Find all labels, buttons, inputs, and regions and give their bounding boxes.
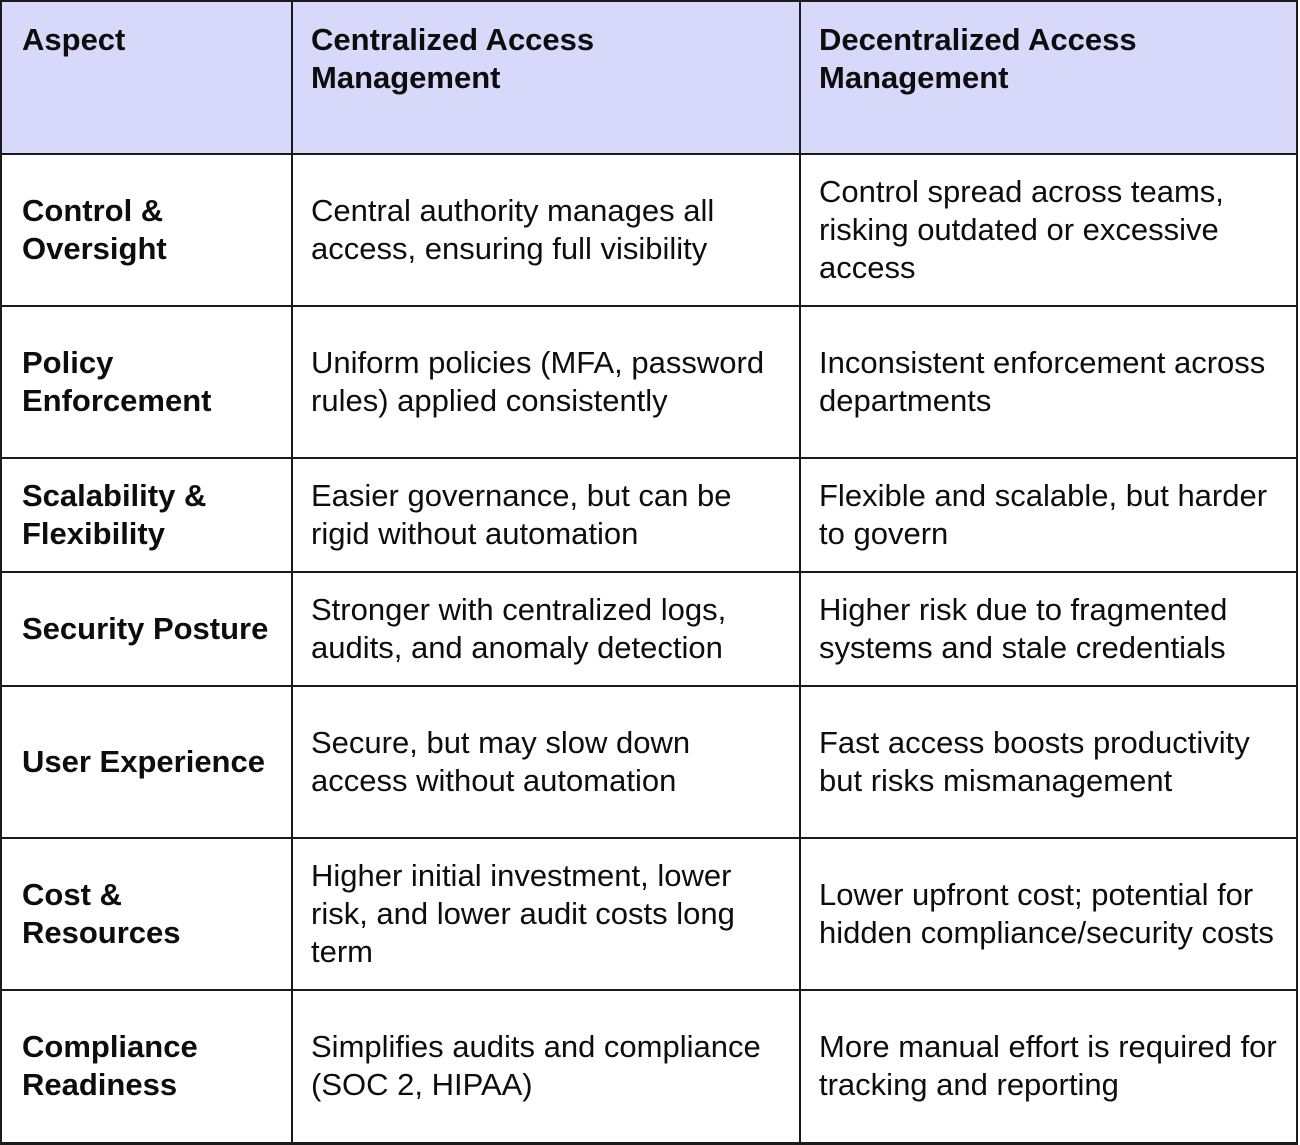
- table-row: [1, 686, 1297, 838]
- table-row: [1, 838, 1297, 990]
- aspect-cell: Scalability & Flexibility: [1, 458, 292, 572]
- header-centralized: Centralized Access Management: [292, 1, 800, 154]
- decentralized-cell: Control spread across teams, risking outdated or excessive access: [800, 154, 1297, 306]
- centralized-cell: Stronger with centralized logs, audits, and anomaly detection: [292, 572, 800, 686]
- centralized-cell: Central authority manages all access, ensuring full visibility: [292, 154, 800, 306]
- aspect-cell: Security Posture: [1, 572, 292, 686]
- centralized-cell: Simplifies audits and compliance (SOC 2, HIPAA): [292, 990, 800, 1143]
- aspect-cell: Cost & Resources: [1, 838, 292, 990]
- header-aspect: Aspect: [1, 1, 292, 154]
- table-row: [1, 458, 1297, 572]
- decentralized-cell: Inconsistent enforcement across departments: [800, 306, 1297, 458]
- decentralized-cell: Lower upfront cost; potential for hidden compliance/security costs: [800, 838, 1297, 990]
- aspect-cell: Compliance Readiness: [1, 990, 292, 1143]
- centralized-cell: Secure, but may slow down access without automation: [292, 686, 800, 838]
- aspect-cell: Control & Oversight: [1, 154, 292, 306]
- decentralized-cell: Fast access boosts productivity but risks mismanagement: [800, 686, 1297, 838]
- table-row: [1, 572, 1297, 686]
- centralized-cell: Higher initial investment, lower risk, and lower audit costs long term: [292, 838, 800, 990]
- header-decentralized: Decentralized Access Management: [800, 1, 1297, 154]
- aspect-cell: Policy Enforcement: [1, 306, 292, 458]
- aspect-cell: User Experience: [1, 686, 292, 838]
- decentralized-cell: More manual effort is required for tracking and reporting: [800, 990, 1297, 1143]
- header-row: [1, 1, 1297, 154]
- table-row: [1, 990, 1297, 1143]
- table-row: [1, 306, 1297, 458]
- decentralized-cell: Flexible and scalable, but harder to govern: [800, 458, 1297, 572]
- centralized-cell: Uniform policies (MFA, password rules) applied consistently: [292, 306, 800, 458]
- centralized-cell: Easier governance, but can be rigid without automation: [292, 458, 800, 572]
- table-row: [1, 154, 1297, 306]
- decentralized-cell: Higher risk due to fragmented systems and stale credentials: [800, 572, 1297, 686]
